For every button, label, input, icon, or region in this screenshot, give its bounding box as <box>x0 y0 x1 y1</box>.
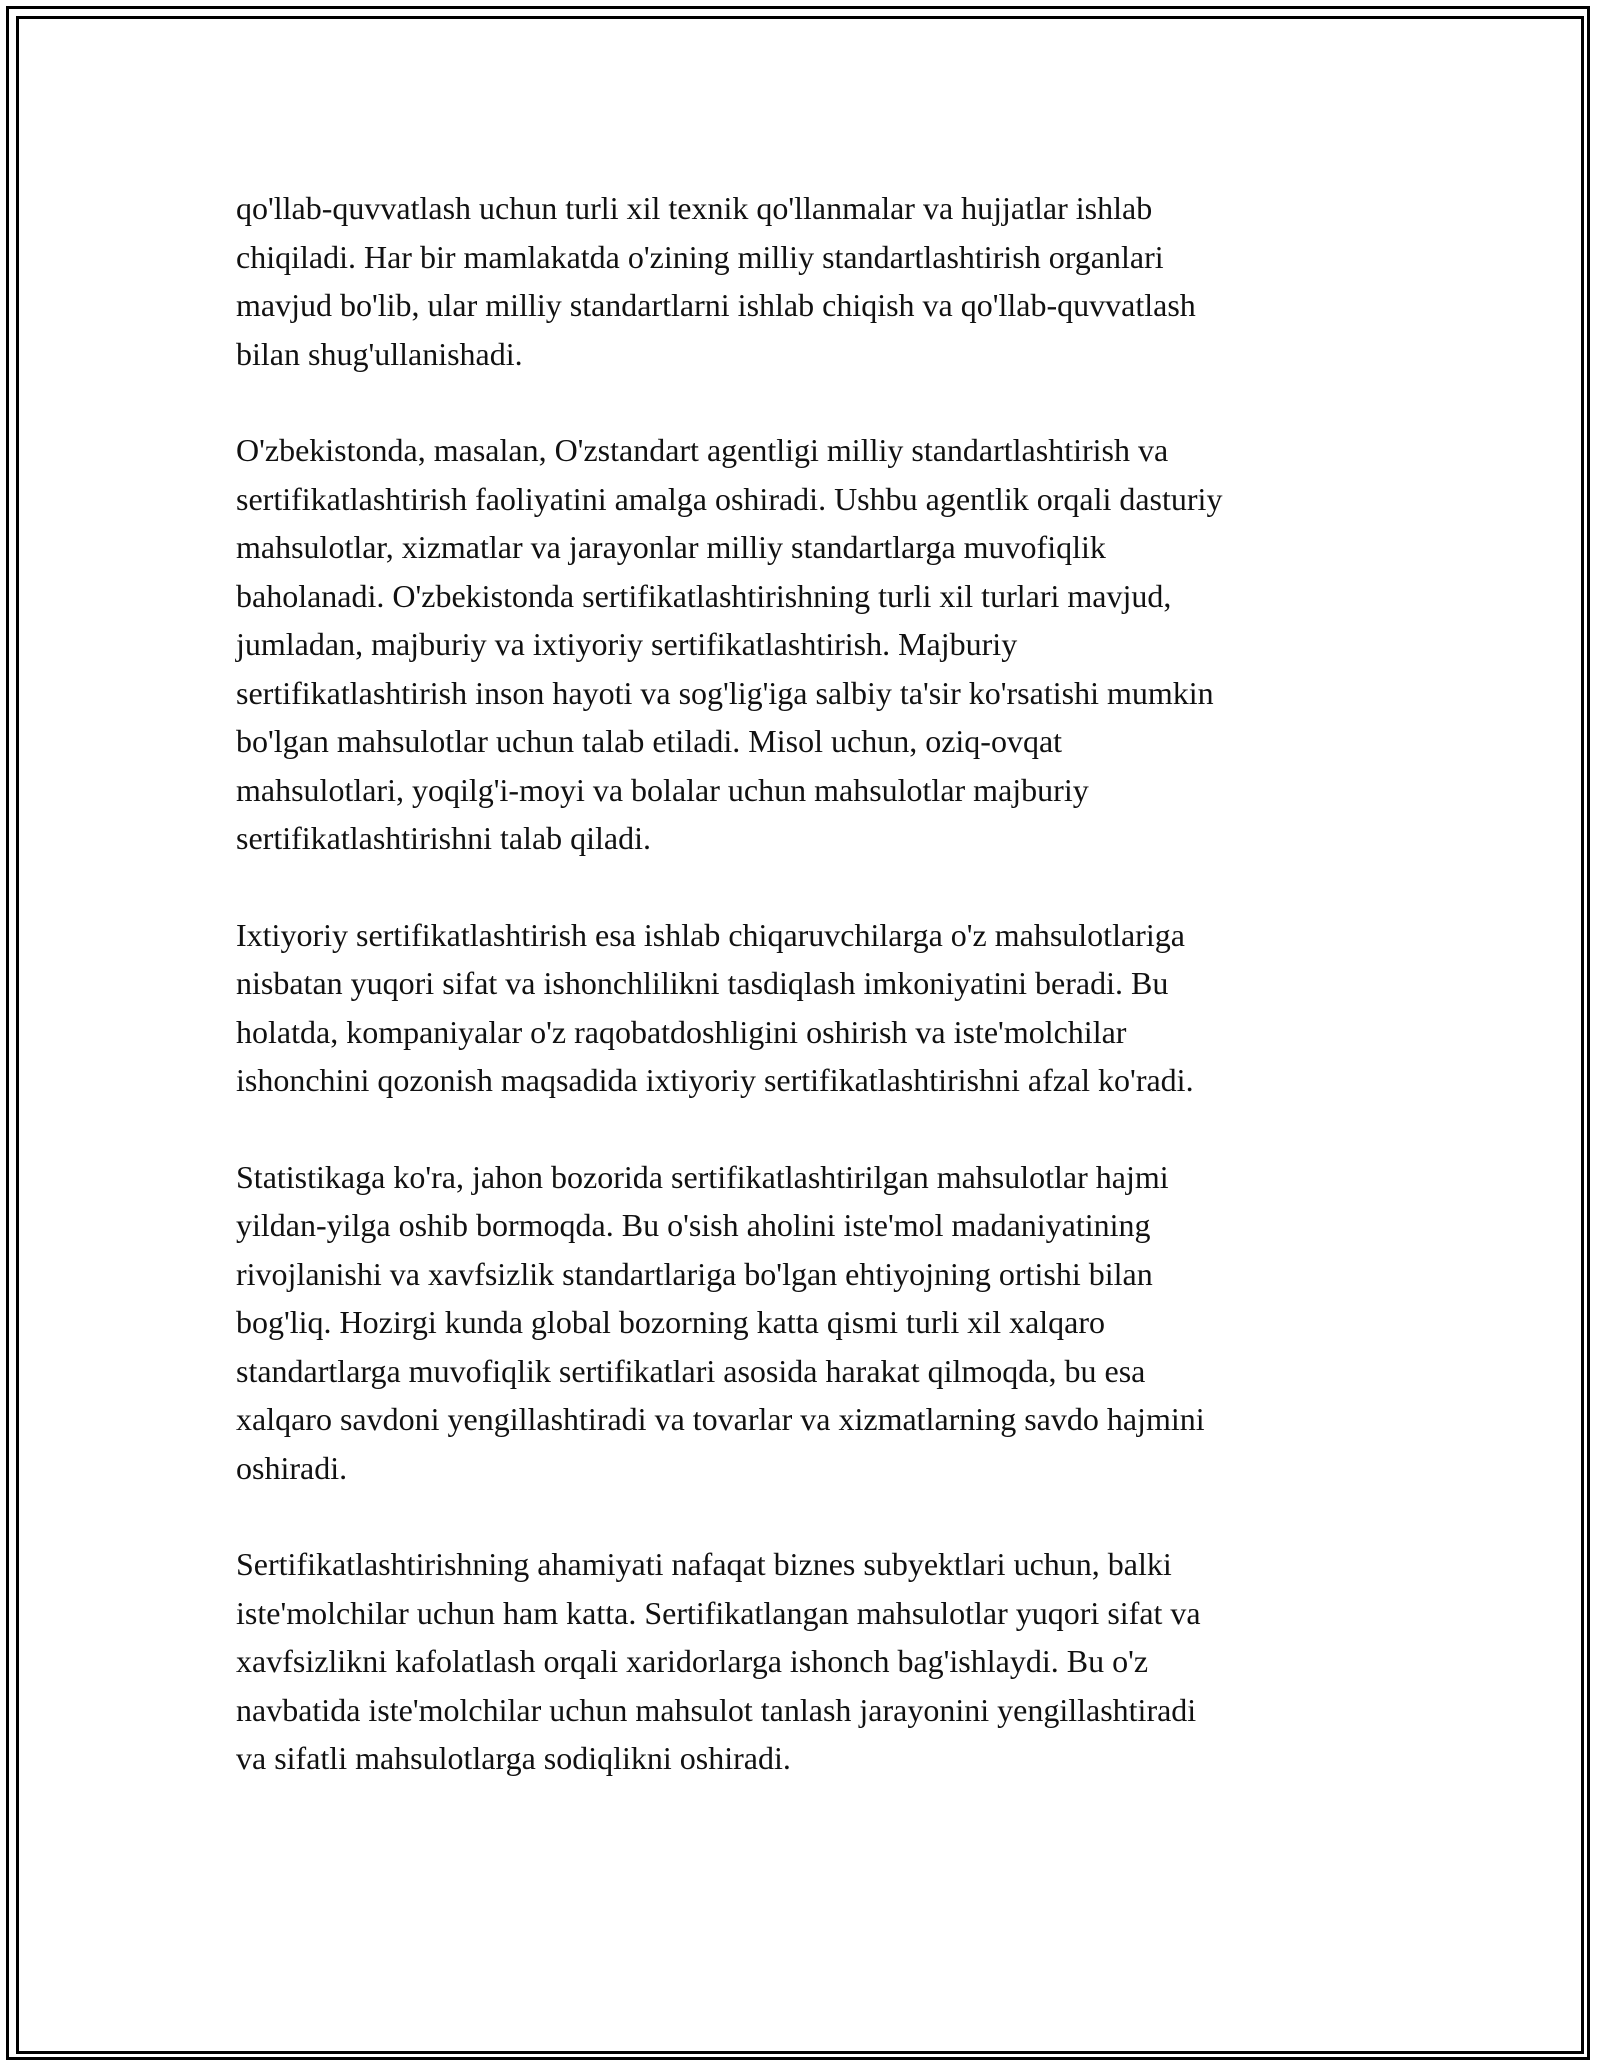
paragraph: Ixtiyoriy sertifikatlashtirish esa ishlab chiqaruvchilarga o'z mahsulotlariga nisbatan yuqori sifat va ishonchlilikni tasdiqlash imkoniyatini beradi. Bu holatda, kompaniyalar o'z raqobatdoshligini oshirish va iste'molchilar ishonchini qozonish maqsadida ixtiyoriy sertifikatlashtirishni afzal ko'radi. <box>236 916 1194 1098</box>
paragraph: Sertifikatlashtirishning ahamiyati nafaqat biznes subyektlari uchun, balki iste'molchilar uchun ham katta. Sertifikatlangan mahsulotlar yuqori sifat va xavfsizlikni kafolatlash orqali xaridorlarga ishonch bag'ishlaydi. Bu o'z navbatida iste'molchilar uchun mahsulot tanlash jarayonini yengillashtiradi va sifatli mahsulotlarga sodiqlikni oshiradi. <box>236 1546 1201 1776</box>
paragraph: qo'llab-quvvatlash uchun turli xil texnik qo'llanmalar va hujjatlar ishlab chiqiladi. Har bir mamlakatda o'zining milliy standartlashtirish organlari mavjud bo'lib, ular milliy standartlarni ishlab chiqish va qo'llab-quvvatlash bilan shug'ullanishadi. <box>236 190 1196 372</box>
document-body <box>236 184 1376 1831</box>
paragraph: Statistikaga ko'ra, jahon bozorida sertifikatlashtirilgan mahsulotlar hajmi yildan-yilga oshib bormoqda. Bu o'sish aholini iste'mol madaniyatining rivojlanishi va xavfsizlik standartlariga bo'lgan ehtiyojning ortishi bilan bog'liq. Hozirgi kunda global bozorning katta qismi turli xil xalqaro standartlarga muvofiqlik sertifikatlari asosida harakat qilmoqda, bu esa xalqaro savdoni yengillashtiradi va tovarlar va xizmatlarning savdo hajmini oshiradi. <box>236 1158 1205 1486</box>
paragraph: O'zbekistonda, masalan, O'zstandart agentligi milliy standartlashtirish va sertifikatlashtirish faoliyatini amalga oshiradi. Ushbu agentlik orqali dasturiy mahsulotlar, xizmatlar va jarayonlar milliy standartlarga muvofiqlik baholanadi. O'zbekistonda sertifikatlashtirishning turli xil turlari mavjud, jumladan, majburiy va ixtiyoriy sertifikatlashtirish. Majburiy sertifikatlashtirish inson hayoti va sog'lig'iga salbiy ta'sir ko'rsatishi mumkin bo'lgan mahsulotlar uchun talab etiladi. Misol uchun, oziq-ovqat mahsulotlari, yoqilg'i-moyi va bolalar uchun mahsulotlar majburiy sertifikatlashtirishni talab qiladi. <box>236 432 1223 856</box>
